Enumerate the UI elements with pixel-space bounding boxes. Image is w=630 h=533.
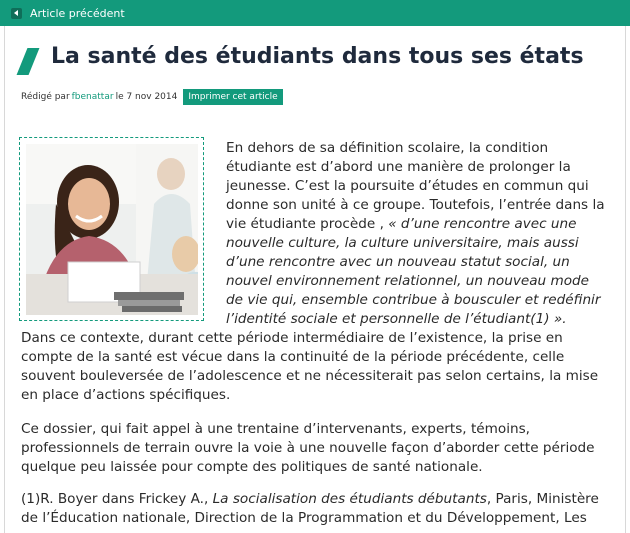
print-article-button[interactable]: Imprimer cet article [183, 89, 282, 105]
article-photo-students [26, 144, 198, 315]
footnote-title: La socialisation des étudiants débutants [212, 491, 487, 507]
paragraph-dossier: Ce dossier, qui fait appel à une trentaine d’intervenants, experts, témoins, professionnels de terrain ouvre la voie à une nouvelle façon d’aborder cette période quelque peu laissée pour compte des politiques de santé nationale. [21, 421, 595, 475]
back-arrow-icon [11, 8, 22, 19]
footnote [21, 490, 611, 528]
previous-article-bar[interactable] [0, 0, 630, 26]
publish-date: le 7 nov 2014 [115, 92, 178, 102]
article-byline [21, 89, 283, 105]
title-accent-slash [17, 48, 40, 75]
intro-quote: « d’une rencontre avec une nouvelle culture, la culture universitaire, mais aussi d’une rencontre avec un nouveau statut social, un nouvel environnement relationnel, un nouveau mode de vie qui, ensemble contribue à bousculer et redéfinir l’identité sociale et personnelle de l’étudiant(1) ». [226, 216, 601, 327]
article-title: La santé des étudiants dans tous ses états [51, 44, 584, 69]
footnote-suffix: , Paris, Ministère de l’Éducation nationale, Direction de la Programmation et du Développement, Les [21, 491, 599, 526]
byline-prefix: Rédigé par [21, 92, 70, 102]
author-link[interactable]: fbenattar [71, 92, 114, 102]
intro-paragraph [226, 139, 610, 329]
left-divider [4, 26, 5, 533]
intro-text: En dehors de sa définition scolaire, la condition étudiante est d’abord une manière de prolonger la jeunesse. C’est la poursuite d’études en commun qui donne son unité à ce groupe. Toutefois, l’entrée dans la vie étudiante procède , [226, 140, 605, 232]
footnote-prefix: (1)R. Boyer dans Frickey A., [21, 491, 213, 507]
article-image-frame [19, 137, 204, 321]
previous-article-link[interactable]: Article précédent [30, 6, 125, 20]
paragraph-context: Dans ce contexte, durant cette période intermédiaire de l’existence, la prise en compte de la santé est vécue dans la continuité de la période précédente, celle souvent bouleversée de l’adolescence et ne nécessiterait pas selon certains, la mise en place d’actions spécifiques. [21, 330, 599, 403]
right-divider [625, 26, 626, 533]
